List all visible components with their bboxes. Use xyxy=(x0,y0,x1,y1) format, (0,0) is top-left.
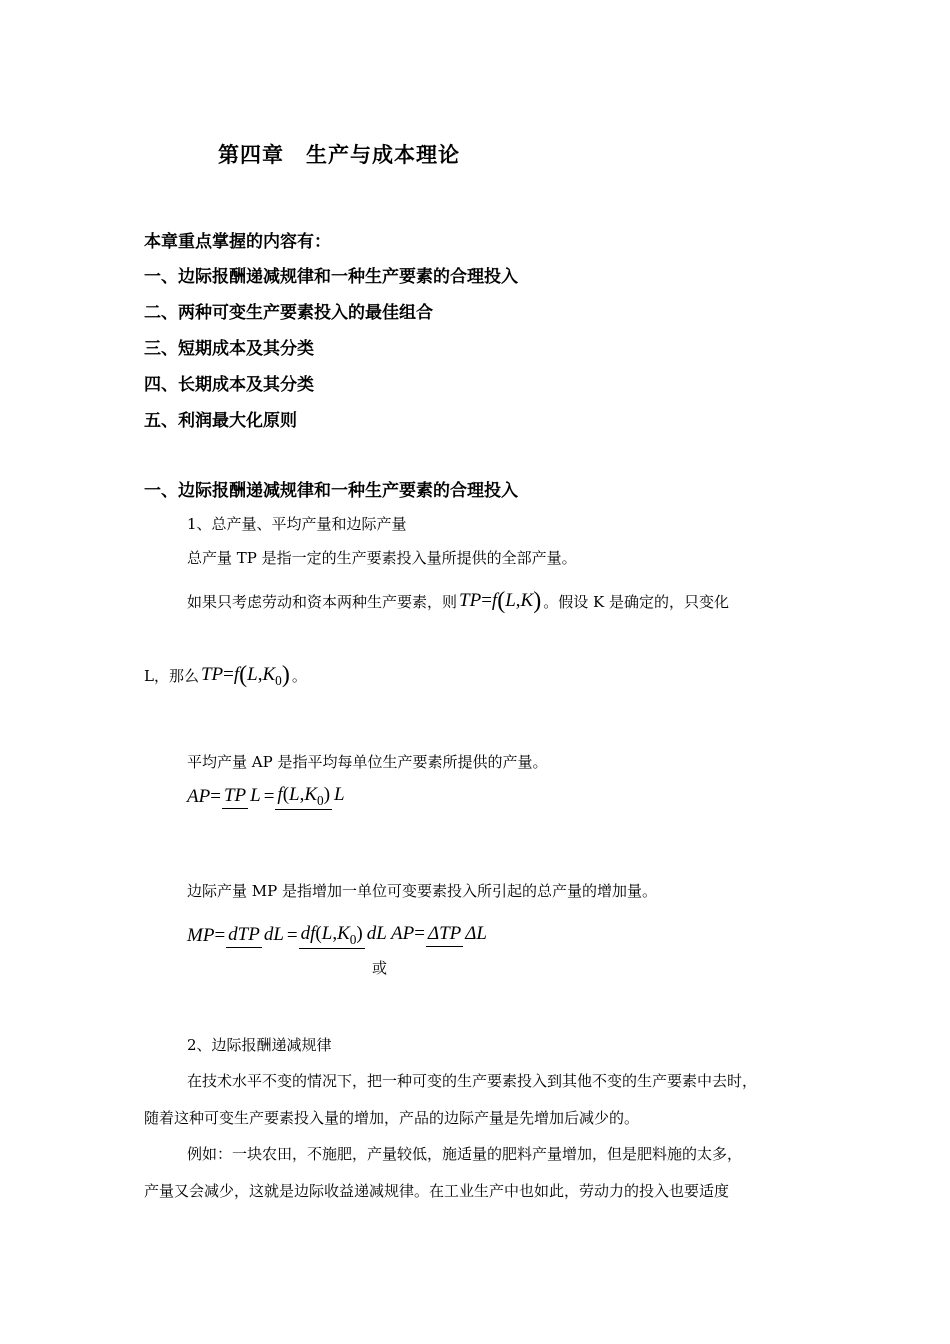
key-point-1: 一、边际报酬递减规律和一种生产要素的合理投入 xyxy=(144,267,518,287)
tp-fixed-k-line xyxy=(144,662,307,689)
tp-line-prefix: 如果只考虑劳动和资本两种生产要素，则 xyxy=(187,593,458,611)
chapter-title: 第四章 生产与成本理论 xyxy=(218,142,460,167)
tp-formula-line xyxy=(187,588,729,615)
key-point-4: 四、长期成本及其分类 xyxy=(144,375,314,395)
subsection-1-heading: 1、总产量、平均产量和边际产量 xyxy=(187,515,407,533)
ap-definition: 平均产量 AP 是指平均每单位生产要素所提供的产量。 xyxy=(187,753,548,771)
example-line-1: 例如：一块农田，不施肥，产量较低，施适量的肥料产量增加，但是肥料施的太多， xyxy=(187,1145,743,1163)
section-1-heading: 一、边际报酬递减规律和一种生产要素的合理投入 xyxy=(144,481,518,501)
tp-fixed-k-formula: $TP=f(L,K_0)$ xyxy=(200,662,290,688)
key-point-2: 二、两种可变生产要素投入的最佳组合 xyxy=(144,303,433,323)
tp-line2-suffix: 。 xyxy=(291,667,307,685)
law-paragraph-line-2: 随着这种可变生产要素投入量的增加，产品的边际产量是先增加后减少的。 xyxy=(144,1109,640,1127)
example-line-2: 产量又会减少，这就是边际收益递减规律。在工业生产中也如此，劳动力的投入也要适度 xyxy=(144,1182,730,1200)
ap-formula: AP = TP L = $f(L,K_0)$ L xyxy=(187,783,348,810)
tp-line-suffix: 。假设 K 是确定的，只变化 xyxy=(543,593,729,611)
tp-definition: 总产量 TP 是指一定的生产要素投入量所提供的全部产量。 xyxy=(187,549,577,567)
key-point-3: 三、短期成本及其分类 xyxy=(144,339,314,359)
key-point-5: 五、利润最大化原则 xyxy=(144,411,297,431)
or-word: 或 xyxy=(372,959,388,977)
law-paragraph-line-1: 在技术水平不变的情况下，把一种可变的生产要素投入到其他不变的生产要素中去时， xyxy=(187,1072,758,1090)
mp-delta-formula: AP = ΔTP ΔL xyxy=(391,922,490,947)
key-points-heading: 本章重点掌握的内容有： xyxy=(144,232,331,252)
mp-formula: MP = dTP dL = $df(L,K_0)$ dL xyxy=(187,922,390,949)
subsection-2-heading: 2、边际报酬递减规律 xyxy=(187,1036,332,1054)
tp-formula: TP=f(L,K) xyxy=(459,588,542,614)
mp-definition: 边际产量 MP 是指增加一单位可变要素投入所引起的总产量的增加量。 xyxy=(187,882,657,900)
tp-line2-prefix: L，那么 xyxy=(144,667,199,685)
